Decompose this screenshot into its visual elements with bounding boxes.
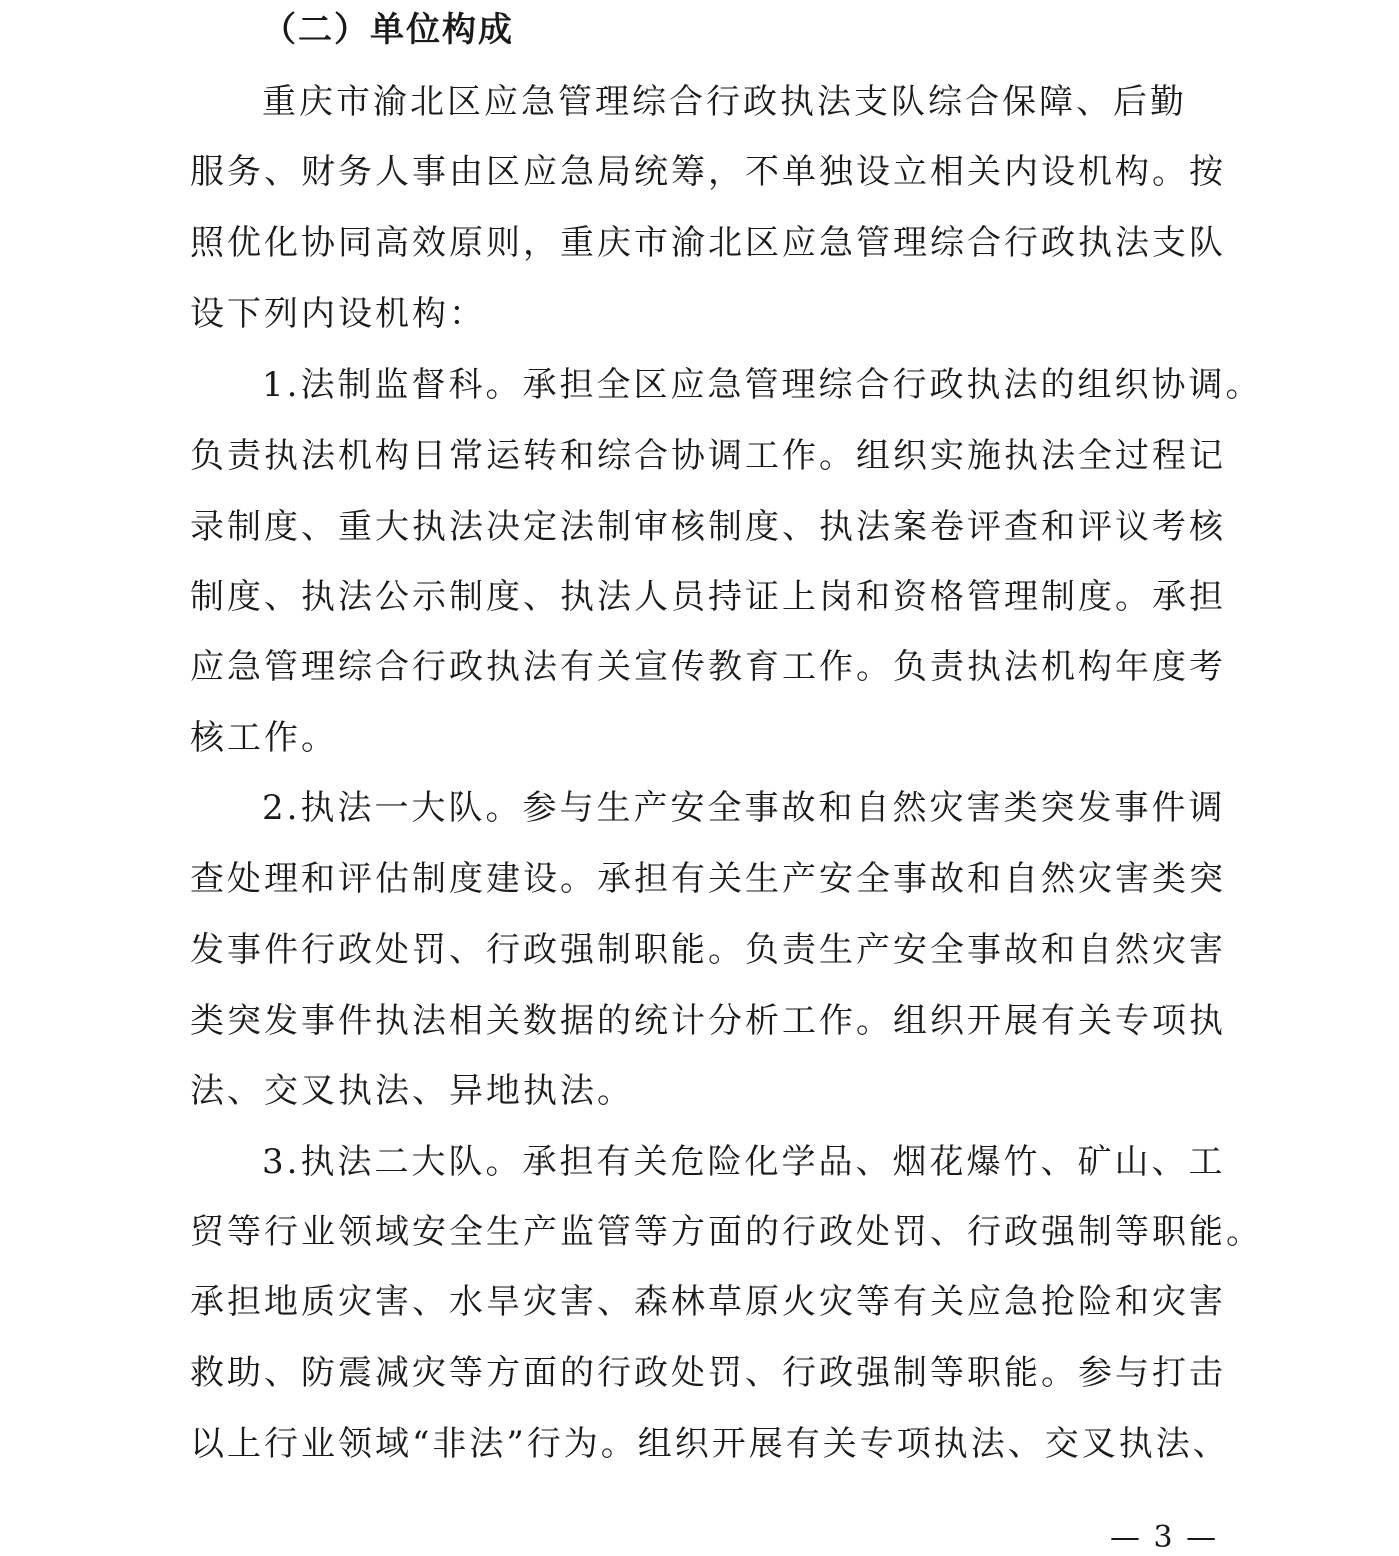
paragraph-line: 3.执法二大队。承担有关危险化学品、烟花爆竹、矿山、工 — [262, 1142, 1226, 1182]
paragraph-line: 2.执法一大队。参与生产安全事故和自然灾害类突发事件调 — [262, 788, 1226, 828]
paragraph-line: 服务、财务人事由区应急局统筹，不单独设立相关内设机构。按 — [190, 152, 1226, 192]
paragraph-line: 重庆市渝北区应急管理综合行政执法支队综合保障、后勤 — [262, 82, 1187, 122]
paragraph-line: 制度、执法公示制度、执法人员持证上岗和资格管理制度。承担 — [190, 577, 1226, 617]
paragraph-line: 录制度、重大执法决定法制审核制度、执法案卷评查和评议考核 — [190, 507, 1226, 547]
paragraph-line: 查处理和评估制度建设。承担有关生产安全事故和自然灾害类突 — [190, 859, 1226, 899]
paragraph-line: 应急管理综合行政执法有关宣传教育工作。负责执法机构年度考 — [190, 647, 1226, 687]
paragraph-line: 负责执法机构日常运转和综合协调工作。组织实施执法全过程记 — [190, 436, 1226, 476]
page-number: — 3 — — [1110, 1520, 1219, 1555]
paragraph-line: 贸等行业领域安全生产监管等方面的行政处罚、行政强制等职能。 — [190, 1212, 1263, 1252]
paragraph-line: 承担地质灾害、水旱灾害、森林草原火灾等有关应急抢险和灾害 — [190, 1282, 1226, 1322]
paragraph-line: 核工作。 — [190, 718, 338, 758]
paragraph-line: 照优化协同高效原则，重庆市渝北区应急管理综合行政执法支队 — [190, 223, 1226, 263]
paragraph-line: 类突发事件执法相关数据的统计分析工作。组织开展有关专项执 — [190, 1001, 1226, 1041]
paragraph-line: 1.法制监督科。承担全区应急管理综合行政执法的组织协调。 — [262, 365, 1263, 405]
paragraph-line: 发事件行政处罚、行政强制职能。负责生产安全事故和自然灾害 — [190, 930, 1226, 970]
paragraph-line: 以上行业领域“非法”行为。组织开展有关专项执法、交叉执法、 — [190, 1424, 1230, 1464]
section-heading: （二）单位构成 — [262, 10, 514, 50]
paragraph-line: 法、交叉执法、异地执法。 — [190, 1071, 634, 1111]
paragraph-line: 设下列内设机构： — [190, 294, 486, 334]
paragraph-line: 救助、防震减灾等方面的行政处罚、行政强制等职能。参与打击 — [190, 1353, 1226, 1393]
